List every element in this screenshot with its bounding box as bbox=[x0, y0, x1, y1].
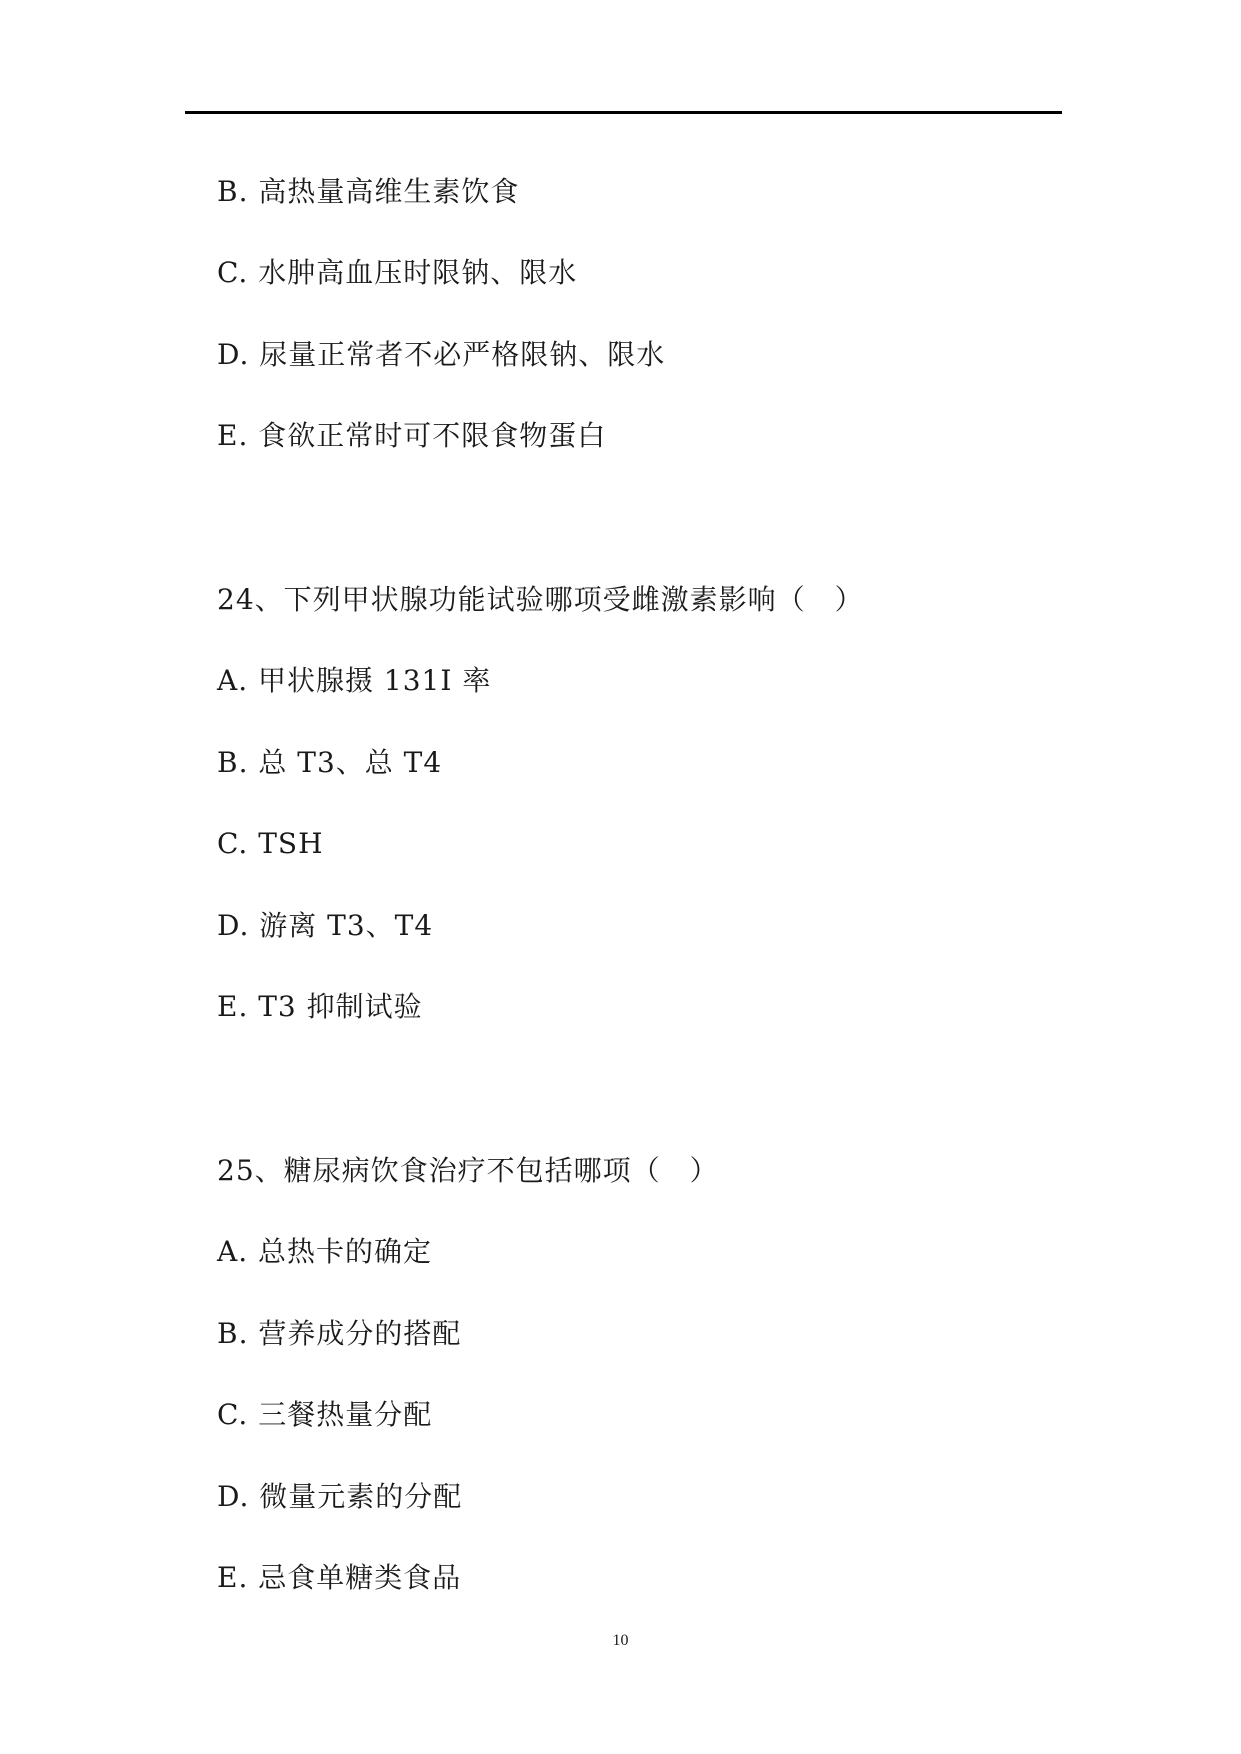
q24-option-c: C. TSH bbox=[217, 827, 324, 860]
q23-option-e: E. 食欲正常时可不限食物蛋白 bbox=[217, 419, 607, 452]
q25-option-d: D. 微量元素的分配 bbox=[217, 1480, 463, 1513]
q23-option-c: C. 水肿高血压时限钠、限水 bbox=[217, 256, 578, 289]
q24-option-a: A. 甲状腺摄 131I 率 bbox=[217, 664, 492, 697]
q24-question: 24、下列甲状腺功能试验哪项受雌激素影响（ ） bbox=[217, 583, 864, 616]
q23-option-d: D. 尿量正常者不必严格限钠、限水 bbox=[217, 338, 666, 371]
page-number: 10 bbox=[612, 1632, 629, 1649]
q24-option-e: E. T3 抑制试验 bbox=[217, 990, 423, 1023]
q25-option-b: B. 营养成分的搭配 bbox=[217, 1317, 462, 1350]
header-rule bbox=[185, 111, 1062, 114]
q25-option-e: E. 忌食单糖类食品 bbox=[217, 1561, 462, 1594]
q23-option-b: B. 高热量高维生素饮食 bbox=[217, 175, 520, 208]
q25-question: 25、糖尿病饮食治疗不包括哪项（ ） bbox=[217, 1154, 719, 1187]
q24-option-d: D. 游离 T3、T4 bbox=[217, 909, 434, 942]
q25-option-a: A. 总热卡的确定 bbox=[217, 1235, 433, 1268]
q25-option-c: C. 三餐热量分配 bbox=[217, 1398, 433, 1431]
q24-option-b: B. 总 T3、总 T4 bbox=[217, 746, 443, 779]
